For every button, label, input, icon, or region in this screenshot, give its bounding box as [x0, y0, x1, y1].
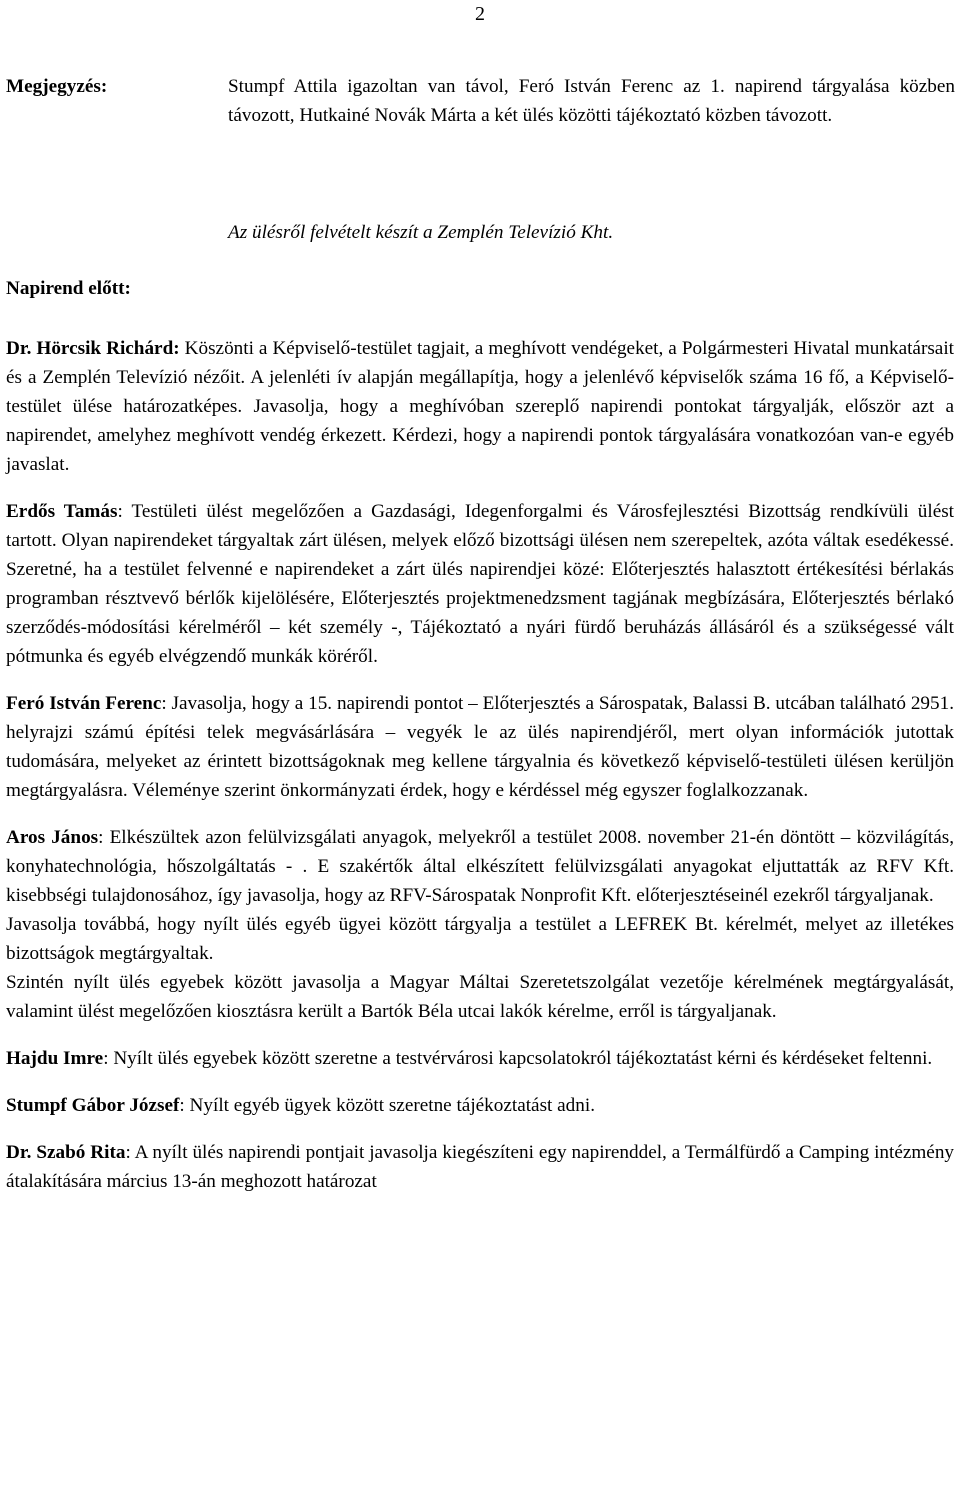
- speaker-name: Aros János: [6, 827, 99, 848]
- speaker-name: Dr. Szabó Rita: [6, 1142, 126, 1163]
- paragraph-text: Köszönti a Képviselő-testület tagjait, a meghívott vendégeket, a Polgármesteri Hivatal munkatársait és a Zemplén Televízió nézőit. A jelenléti ív alapján megállapítja, hogy a jelenlévő képviselők száma 16 fő, a Képviselő-testület ülése határozatképes. Javasolja, hogy a meghívóban szereplő napirendi pontokat tárgyalják, először azt a napirendet, amelyhez meghívott vendég érkezett. Kérdezi, hogy a napirendi pontok tárgyalására vonatkozóan van-e egyéb javaslat.: [6, 338, 954, 475]
- paragraph-line: [6, 823, 954, 910]
- paragraph-text: : Testületi ülést megelőzően a Gazdasági, Idegenforgalmi és Városfejlesztési Bizottság rendkívüli ülést tartott. Olyan napirendeket tárgyaltak zárt ülésen, melyek előző bizottsági ülésen nem szerepeltek, azóta váltak esedékessé. Szeretné, ha a testület felvenné e napirendeket a zárt ülés napirendjei közé: Előterjesztés halasztott értékesítési bérlakás programban résztvevő bérlők kijelölésére, Előterjesztés projektmenedzsment tagjának megbízására, Előterjesztés bérlakó szerződés-módosítási kérelméről – két személy -, Tájékoztató a nyári fürdő beruházás állásáról és a szükségessé vált pótmunka és egyéb elvégzendő munkák köréről.: [6, 501, 955, 667]
- paragraph-line: Javasolja továbbá, hogy nyílt ülés egyéb ügyei között tárgyalja a testület a LEFREK Bt. kérelmét, melyet az illetékes bizottságok megtárgyaltak.: [6, 914, 954, 964]
- agenda-label: Napirend előtt:: [6, 278, 131, 299]
- minutes-content: [6, 334, 954, 1214]
- paragraph-text: : Elkészültek azon felülvizsgálati anyagok, melyekről a testület 2008. november 21-én döntött – közvilágítás, konyhatechnológia, hőszolgáltatás - . E szakértők által elkészített felülvizsgálati anyagokat eljuttatták az RFV Kft. kisebbségi tulajdonosához, így javasolja, hogy az RFV-Sárospatak Nonprofit Kft. előterjesztéseinél ezekről tárgyaljanak.: [6, 827, 954, 906]
- recording-note: Az ülésről felvételt készít a Zemplén Televízió Kht.: [228, 222, 614, 243]
- paragraph-text: : Nyílt ülés egyebek között szeretne a testvérvárosi kapcsolatokról tájékoztatást kérni és kérdéseket feltenni.: [103, 1048, 933, 1069]
- speaker-name: Feró István Ferenc: [6, 693, 162, 714]
- speaker-name: Stumpf Gábor József: [6, 1095, 180, 1116]
- note-label: Megjegyzés:: [6, 76, 108, 97]
- paragraph-erdos: [6, 497, 954, 671]
- paragraph-text: : A nyílt ülés napirendi pontjait javasolja kiegészíteni egy napirenddel, a Termálfürdő a Camping intézmény átalakítására március 13-án meghozott határozat: [6, 1142, 955, 1192]
- paragraph-text: : Javasolja, hogy a 15. napirendi pontot – Előterjesztés a Sárospatak, Balassi B. utcában található 2951. helyrajzi számú építési telek megvásárlására – vegyék le az ülés napirendjéről, mert olyan információk jutottak tudomására, melyeket az érintett bizottságoknak meg kellene tárgyalnia és következő képviselő-testületi ülésen kerüljön megtárgyalásra. Véleménye szerint önkormányzati érdek, hogy e kérdéssel még egyszer foglalkozzanak.: [6, 693, 954, 801]
- speaker-name: Erdős Tamás: [6, 501, 118, 522]
- paragraph-line: Szintén nyílt ülés egyebek között javasolja a Magyar Máltai Szeretetszolgálat vezetője kérelmének megtárgyalását, valamint ülést megelőzően kiosztásra került a Bartók Béla utcai lakók kérelme, erről is tárgyaljanak.: [6, 972, 954, 1022]
- speaker-name: Hajdu Imre: [6, 1048, 104, 1069]
- paragraph-szabo: [6, 1138, 954, 1196]
- paragraph-text: : Nyílt egyéb ügyek között szeretne tájékoztatást adni.: [179, 1095, 595, 1116]
- page-number: 2: [475, 3, 485, 25]
- paragraph-hajdu: [6, 1044, 954, 1073]
- paragraph-aros: [6, 823, 954, 1026]
- paragraph-horcsik: [6, 334, 954, 479]
- paragraph-stumpf: [6, 1091, 954, 1120]
- paragraph-fero: [6, 689, 954, 805]
- speaker-name: Dr. Hörcsik Richárd:: [6, 338, 180, 359]
- note-text: Stumpf Attila igazoltan van távol, Feró István Ferenc az 1. napirend tárgyalása közben távozott, Hutkainé Novák Márta a két ülés közötti tájékoztató közben távozott.: [228, 76, 955, 126]
